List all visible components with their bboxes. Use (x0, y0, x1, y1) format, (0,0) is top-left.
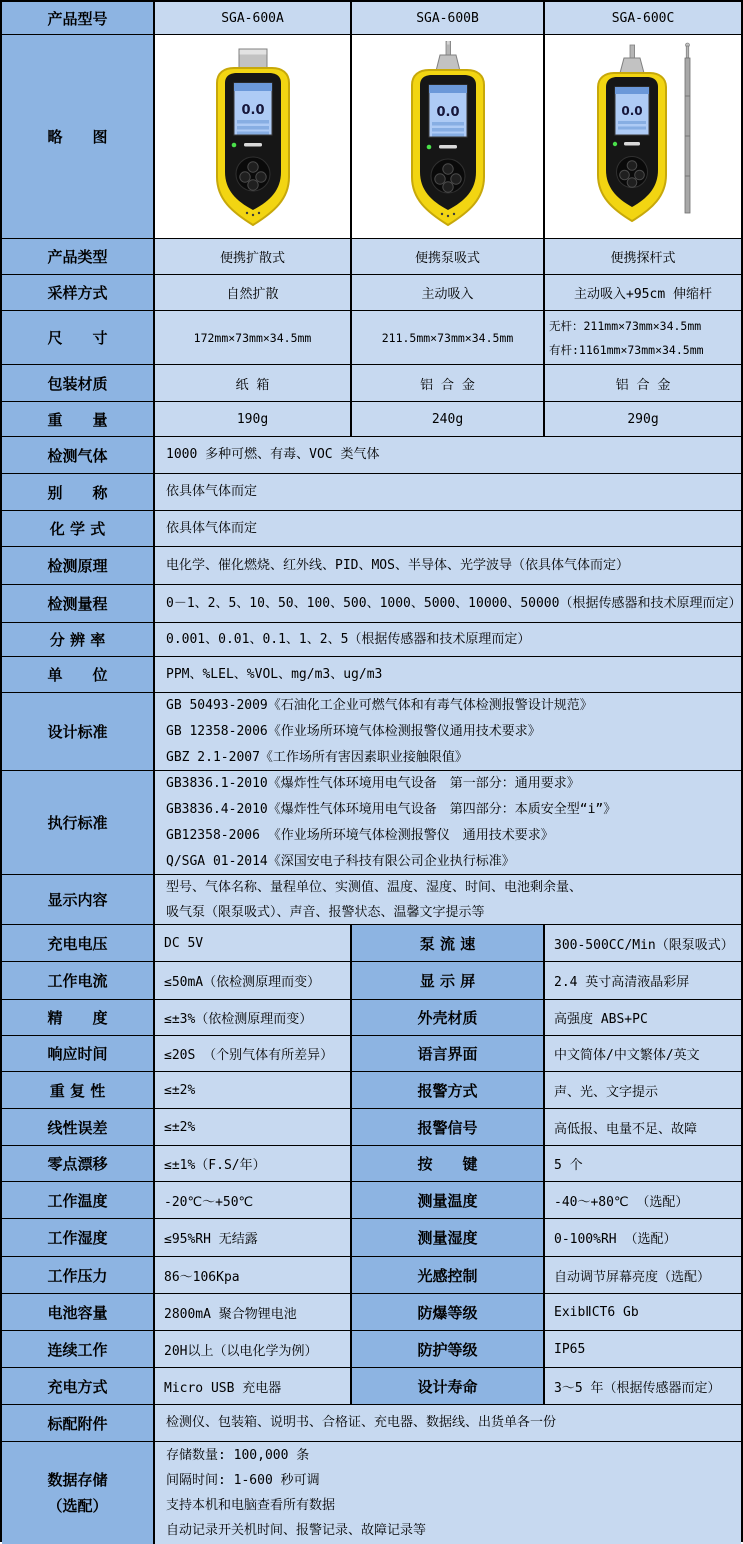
row-data-storage (2, 1442, 741, 1544)
row-label-left: 工作温度 (2, 1182, 155, 1218)
row-detection-range (2, 585, 741, 623)
row-label-left: 零点漂移 (2, 1146, 155, 1181)
device-led (231, 142, 236, 147)
row-value-left: ≤50mA（依检测原理而变） (155, 962, 352, 999)
row-value-right: -40～+80℃ （选配） (545, 1182, 741, 1218)
size-with-rod: 有杆:1161mm×73mm×34.5mm (549, 342, 704, 357)
row-label-right: 显 示 屏 (352, 962, 545, 999)
row-design-standards (2, 693, 741, 771)
row-label: 检测量程 (2, 585, 155, 622)
row-execution-standards (2, 771, 741, 875)
row-value-left: ≤95%RH 无结露 (155, 1219, 352, 1256)
product-image-sga-600b (388, 41, 508, 233)
row-linearity-alarm-signal (2, 1109, 741, 1146)
device-led (426, 144, 431, 149)
row-label: 分 辨 率 (2, 623, 155, 656)
row-value-a: 纸 箱 (155, 365, 352, 401)
row-accessories (2, 1405, 741, 1442)
sketch-row (2, 35, 741, 239)
device-led (613, 141, 617, 145)
row-value-right: 5 个 (545, 1146, 741, 1181)
row-value-a: 自然扩散 (155, 275, 352, 310)
row-value: 电化学、催化燃烧、红外线、PID、MOS、半导体、光学波导（依具体气体而定） (155, 547, 741, 584)
row-label-right: 泵 流 速 (352, 925, 545, 961)
row-value: 存储数量: 100,000 条 间隔时间: 1-600 秒可调 支持本机和电脑查看所有数据 自动记录开关机时间、报警记录、故障记录等 (155, 1442, 741, 1544)
row-value-left: ≤±2% (155, 1109, 352, 1145)
row-label-left: 工作压力 (2, 1257, 155, 1293)
row-value-c: 铝 合 金 (545, 365, 741, 401)
row-label: 单 位 (2, 657, 155, 692)
row-display-content (2, 875, 741, 925)
row-label-left: 重 复 性 (2, 1072, 155, 1108)
row-sampling (2, 275, 741, 311)
row-label-right: 防护等级 (352, 1331, 545, 1367)
row-label: 显示内容 (2, 875, 155, 924)
row-value-right: 3～5 年（根据传感器而定） (545, 1368, 741, 1404)
row-value-left: ≤±3%（依检测原理而变） (155, 1000, 352, 1035)
row-value-left: ≤±2% (155, 1072, 352, 1108)
row-value-left: 86～106Kpa (155, 1257, 352, 1293)
row-label: 采样方式 (2, 275, 155, 310)
row-size (2, 311, 741, 365)
row-value-a: 172mm×73mm×34.5mm (155, 311, 352, 364)
row-value-c (545, 311, 741, 364)
row-label-left: 电池容量 (2, 1294, 155, 1330)
row-working-pressure-light-control (2, 1257, 741, 1294)
row-label-right: 报警方式 (352, 1072, 545, 1108)
row-label: 别 称 (2, 474, 155, 510)
row-label-right: 按 键 (352, 1146, 545, 1181)
row-label: 检测原理 (2, 547, 155, 584)
storage-label-line1: 数据存储 (47, 1471, 108, 1489)
row-value-right: 声、光、文字提示 (545, 1072, 741, 1108)
row-value: GB 50493-2009《石油化工企业可燃气体和有毒气体检测报警设计规范》 GB 12358-2006《作业场所环境气体检测报警仪通用技术要求》 GBZ 2.1-2007《工作场所有害因素职业接触限值》 (155, 693, 741, 770)
row-value-left: ≤20S （个别气体有所差异） (155, 1036, 352, 1071)
row-value: 1000 多种可燃、有毒、VOC 类气体 (155, 437, 741, 473)
row-label: 设计标准 (2, 693, 155, 770)
row-label: 化 学 式 (2, 511, 155, 546)
row-zero-drift-buttons (2, 1146, 741, 1182)
row-repeatability-alarm-mode (2, 1072, 741, 1109)
row-label-right: 测量湿度 (352, 1219, 545, 1256)
row-value: 依具体气体而定 (155, 511, 741, 546)
sketch-label: 略 图 (2, 35, 155, 238)
model-name-a: SGA-600A (155, 2, 352, 34)
row-label: 尺 寸 (2, 311, 155, 364)
row-label-left: 充电电压 (2, 925, 155, 961)
row-label: 产品类型 (2, 239, 155, 274)
row-value-left: 2800mA 聚合物锂电池 (155, 1294, 352, 1330)
row-label-left: 线性误差 (2, 1109, 155, 1145)
size-no-rod: 无杆：211mm×73mm×34.5mm (549, 318, 702, 333)
row-value: 检测仪、包装箱、说明书、合格证、充电器、数据线、出货单各一份 (155, 1405, 741, 1441)
device-screen-reading: 0.0 (240, 102, 265, 118)
row-accuracy-shell (2, 1000, 741, 1036)
device-screen-reading: 0.0 (435, 104, 460, 120)
row-value-left: Micro USB 充电器 (155, 1368, 352, 1404)
model-name-c: SGA-600C (545, 2, 741, 34)
row-value-b: 240g (352, 402, 545, 436)
telescopic-rod (685, 43, 690, 213)
row-label-right: 测量温度 (352, 1182, 545, 1218)
row-detected-gas (2, 437, 741, 474)
row-label-right: 设计寿命 (352, 1368, 545, 1404)
row-value: 依具体气体而定 (155, 474, 741, 510)
row-value-right: 2.4 英寸高清液晶彩屏 (545, 962, 741, 999)
row-value-left: 20H以上（以电化学为例） (155, 1331, 352, 1367)
row-response-time-language (2, 1036, 741, 1072)
row-label-right: 防爆等级 (352, 1294, 545, 1330)
row-continuous-work-protection (2, 1331, 741, 1368)
row-working-temp-measure-temp (2, 1182, 741, 1219)
product-image-cell-b (352, 35, 545, 238)
row-label-left: 精 度 (2, 1000, 155, 1035)
model-name-b: SGA-600B (352, 2, 545, 34)
row-value-a: 190g (155, 402, 352, 436)
row-label-right: 外壳材质 (352, 1000, 545, 1035)
row-working-humidity-measure-humidity (2, 1219, 741, 1257)
row-value-left: -20℃～+50℃ (155, 1182, 352, 1218)
product-image-cell-a (155, 35, 352, 238)
header-row (2, 2, 741, 35)
row-detection-principle (2, 547, 741, 585)
row-label-right: 光感控制 (352, 1257, 545, 1293)
row-label-left: 工作电流 (2, 962, 155, 999)
row-label: 执行标准 (2, 771, 155, 874)
row-value-right: 高低报、电量不足、故障 (545, 1109, 741, 1145)
row-units (2, 657, 741, 693)
row-label-right: 语言界面 (352, 1036, 545, 1071)
row-value-left: DC 5V (155, 925, 352, 961)
row-value-right: ExibⅡCT6 Gb (545, 1294, 741, 1330)
row-value: 0.001、0.01、0.1、1、2、5（根据传感器和技术原理而定） (155, 623, 741, 656)
row-alias (2, 474, 741, 511)
row-value-right: 300-500CC/Min（限泵吸式） (545, 925, 741, 961)
product-image-sga-600c (578, 41, 708, 233)
row-label: 检测气体 (2, 437, 155, 473)
header-label: 产品型号 (2, 2, 155, 34)
row-resolution (2, 623, 741, 657)
row-value-right: 高强度 ABS+PC (545, 1000, 741, 1035)
row-value-b: 铝 合 金 (352, 365, 545, 401)
row-value-c: 便携探杆式 (545, 239, 741, 274)
row-value-c: 主动吸入+95cm 伸缩杆 (545, 275, 741, 310)
row-chemical-formula (2, 511, 741, 547)
row-label-left: 响应时间 (2, 1036, 155, 1071)
row-weight (2, 402, 741, 437)
row-charge-voltage-pump-flow (2, 925, 741, 962)
row-value-b: 211.5mm×73mm×34.5mm (352, 311, 545, 364)
row-value-right: 中文简体/中文繁体/英文 (545, 1036, 741, 1071)
row-charge-method-design-life (2, 1368, 741, 1405)
row-label-left: 充电方式 (2, 1368, 155, 1404)
row-value: 0－1、2、5、10、50、100、500、1000、5000、10000、50000（根据传感器和技术原理而定） (155, 585, 741, 622)
row-value: 型号、气体名称、量程单位、实测值、温度、湿度、时间、电池剩余量、 吸气泵（限泵吸式）、声音、报警状态、温馨文字提示等 (155, 875, 741, 924)
row-label: 包装材质 (2, 365, 155, 401)
row-value-b: 主动吸入 (352, 275, 545, 310)
row-value-right: IP65 (545, 1331, 741, 1367)
row-value-right: 0-100%RH （选配） (545, 1219, 741, 1256)
row-value-left: ≤±1%（F.S/年） (155, 1146, 352, 1181)
row-working-current-display (2, 962, 741, 1000)
row-value-c: 290g (545, 402, 741, 436)
device-screen-reading: 0.0 (621, 103, 643, 118)
row-value-b: 便携泵吸式 (352, 239, 545, 274)
row-label-left: 工作湿度 (2, 1219, 155, 1256)
row-label-right: 报警信号 (352, 1109, 545, 1145)
row-value: PPM、%LEL、%VOL、mg/m3、ug/m3 (155, 657, 741, 692)
product-image-cell-c (545, 35, 741, 238)
storage-label-line2: （选配） (47, 1497, 108, 1515)
row-product-type (2, 239, 741, 275)
row-value: GB3836.1-2010《爆炸性气体环境用电气设备 第一部分：通用要求》 GB3836.4-2010《爆炸性气体环境用电气设备 第四部分：本质安全型“i”》 GB12358-2006 《作业场所环境气体检测报警仪 通用技术要求》 Q/SGA 01-2014《深国安电子科技有限公司企业执行标准》 (155, 771, 741, 874)
row-value-right: 自动调节屏幕亮度（选配） (545, 1257, 741, 1293)
row-battery-explosion-proof (2, 1294, 741, 1331)
product-image-sga-600a (193, 41, 313, 233)
row-label: 标配附件 (2, 1405, 155, 1441)
row-label: 重 量 (2, 402, 155, 436)
row-packing (2, 365, 741, 402)
row-label (2, 1442, 155, 1544)
row-label-left: 连续工作 (2, 1331, 155, 1367)
row-value-a: 便携扩散式 (155, 239, 352, 274)
